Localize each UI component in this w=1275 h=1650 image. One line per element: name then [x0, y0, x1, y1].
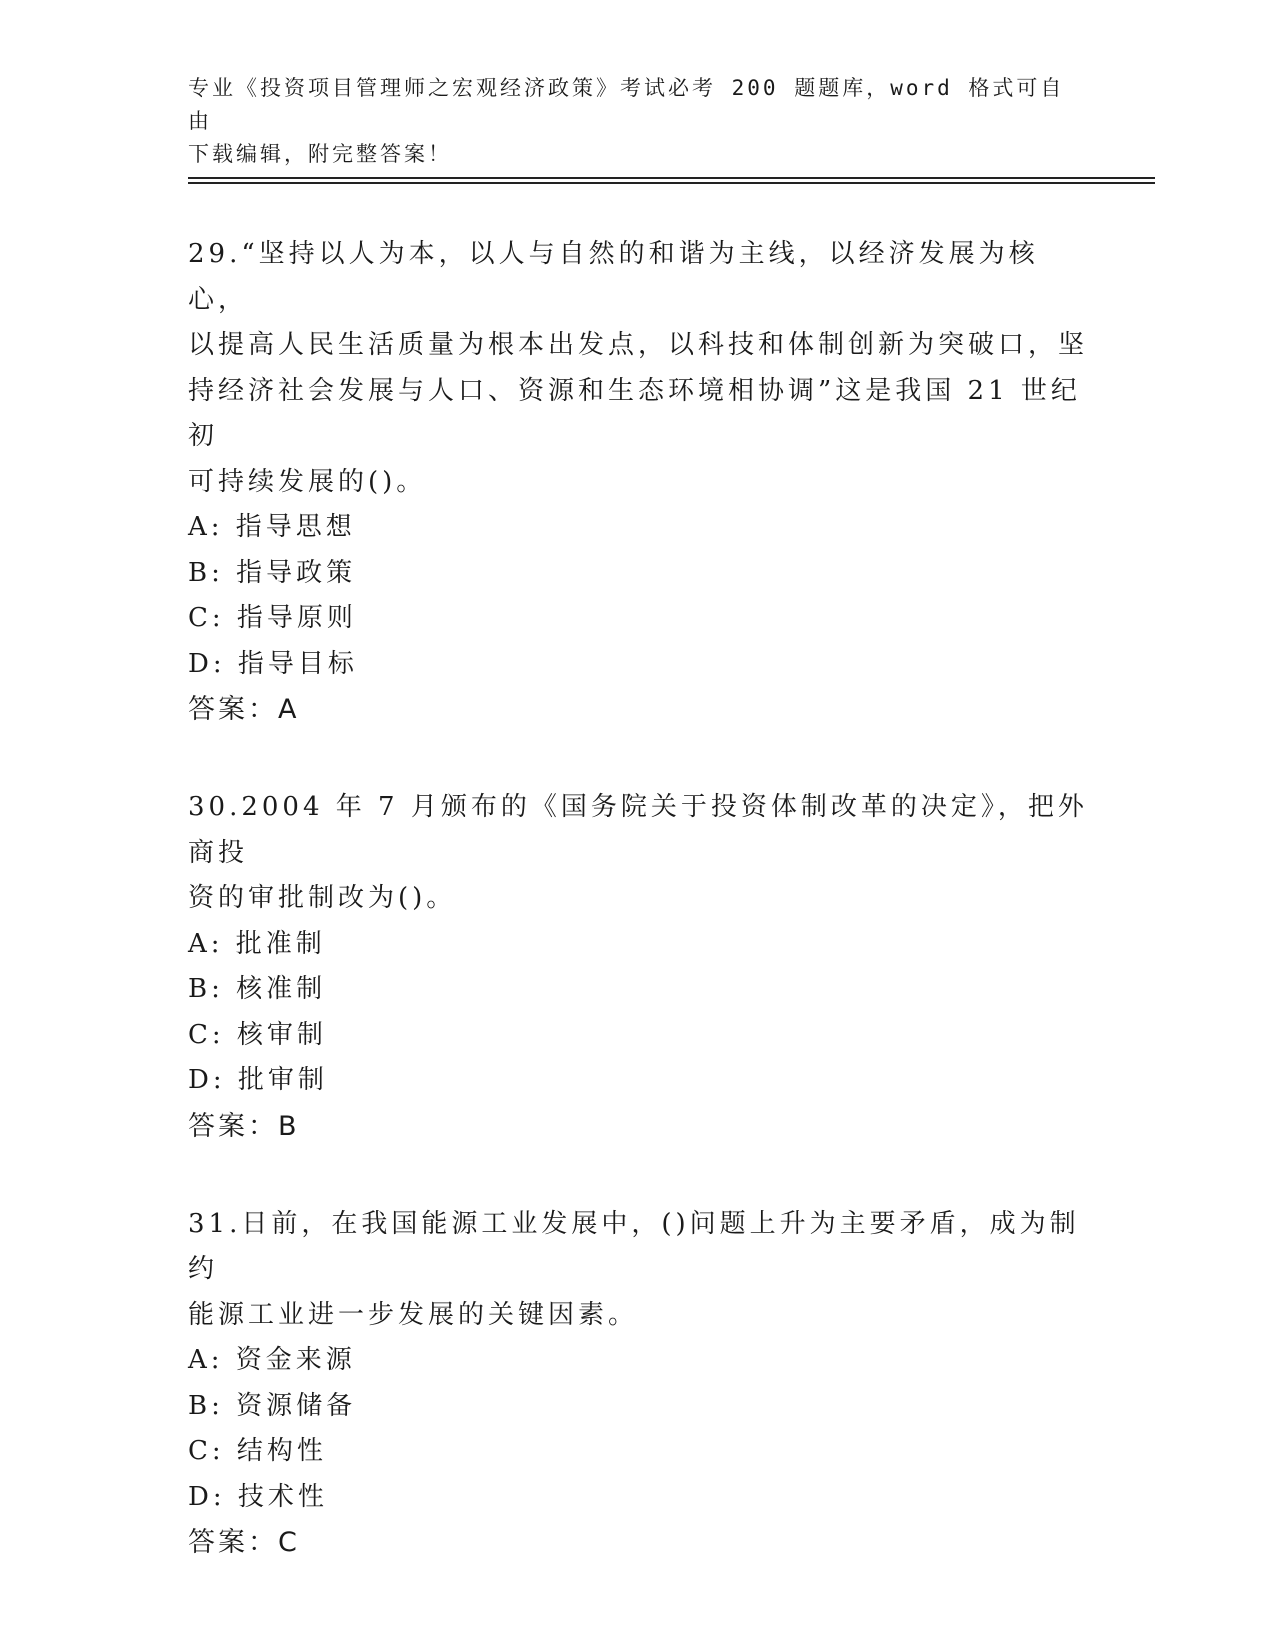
question-stem-line: 29.“坚持以人为本，以人与自然的和谐为主线，以经济发展为核心，: [188, 239, 1039, 315]
option-b: B: 核准制: [188, 974, 327, 1004]
document-header: [188, 72, 1068, 171]
option-a: A: 指导思想: [188, 512, 356, 542]
option-a: A: 资金来源: [188, 1345, 356, 1375]
answer: 答案：C: [188, 1527, 300, 1558]
question-stem-line: 资的审批制改为()。: [188, 883, 457, 913]
option-d: D: 批审制: [188, 1065, 328, 1095]
question-31: [188, 1202, 1088, 1567]
question-stem-line: 30.2004 年 7 月颁布的《国务院关于投资体制改革的决定》，把外商投: [188, 792, 1088, 868]
answer: 答案：B: [188, 1110, 300, 1142]
question-stem-line: 以提高人民生活质量为根本出发点，以科技和体制创新为突破口，坚: [188, 330, 1089, 360]
question-stem-line: 能源工业进一步发展的关键因素。: [188, 1299, 639, 1330]
option-a: A: 批准制: [188, 928, 326, 959]
option-c: C: 结构性: [188, 1436, 327, 1466]
answer: 答案：A: [188, 694, 300, 725]
option-b: B: 资源储备: [188, 1390, 357, 1421]
header-line-1: 专业《投资项目管理师之宏观经济政策》考试必考 200 题题库，word 格式可自由: [188, 76, 1065, 133]
option-d: D: 指导目标: [188, 648, 358, 679]
question-stem-line: 31.日前，在我国能源工业发展中，()问题上升为主要矛盾，成为制约: [188, 1208, 1080, 1284]
question-30: [188, 785, 1088, 1150]
option-b: B: 指导政策: [188, 557, 357, 588]
option-c: C: 指导原则: [188, 603, 357, 633]
question-stem-line: 持经济社会发展与人口、资源和生态环境相协调”这是我国 21 世纪初: [188, 375, 1081, 451]
question-stem-line: 可持续发展的()。: [188, 466, 427, 497]
header-divider-bottom: [188, 182, 1155, 184]
option-d: D: 技术性: [188, 1481, 328, 1512]
option-c: C: 核审制: [188, 1019, 327, 1050]
question-list: [188, 232, 1088, 1618]
header-divider-top: [188, 177, 1155, 179]
question-29: [188, 232, 1088, 733]
header-line-2: 下载编辑，附完整答案！: [188, 142, 452, 166]
